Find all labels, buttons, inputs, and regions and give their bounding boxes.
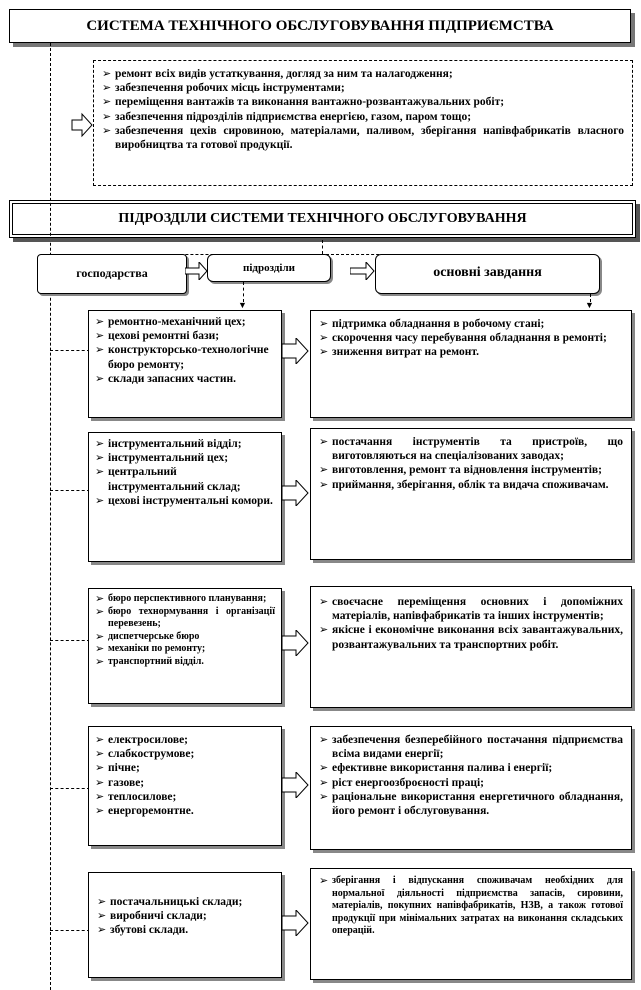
units-down-line (243, 282, 244, 302)
task-item: ➢ підтримка обладнання в робочому стані; (319, 318, 545, 330)
row-arrow-icon (282, 480, 310, 506)
row3-units-box (88, 588, 282, 704)
units-list (95, 593, 275, 668)
unit-item: ➢ теплосилове; (95, 790, 177, 803)
unit-item: ➢ склади запасних частин. (95, 372, 236, 385)
function-item: ➢ забезпечення робочих місць інструментами; (102, 82, 345, 95)
unit-item: ➢ постачальницькі склади; (97, 896, 243, 908)
tasks-list (319, 435, 623, 492)
unit-item: ➢ газове; (95, 776, 145, 789)
task-item: ➢ постачання інструментів та пристроїв, що виготовляються на спеціалізованих заводах; (319, 436, 623, 463)
units-list (95, 437, 275, 508)
unit-item: ➢ бюро перспективного планування; (95, 593, 267, 605)
row-connector (50, 640, 90, 641)
unit-item: ➢ інструментальний цех; (95, 452, 229, 465)
header-arrow-icon (185, 262, 209, 280)
unit-item: ➢ енергоремонтне. (95, 805, 194, 818)
header-tasks: основні завдання (375, 254, 600, 294)
task-item: ➢ раціональне використання енергетичного обладнання, його ремонт і обслуговування. (319, 790, 623, 818)
unit-item: ➢ слабкострумове; (95, 748, 195, 761)
header-units: підрозділи (207, 254, 331, 282)
units-list (95, 315, 275, 386)
unit-item: ➢ збутові склади. (97, 924, 189, 937)
unit-item: ➢ цехові інструментальні комори. (95, 494, 273, 507)
main-title: СИСТЕМА ТЕХНІЧНОГО ОБСЛУГОВУВАННЯ ПІДПРИЄМСТВА (86, 18, 554, 34)
row1-units-box (88, 310, 282, 418)
task-item: ➢ виготовлення, ремонт та відновлення інструментів; (319, 464, 602, 477)
row-connector (50, 788, 90, 789)
subdivisions-title-box (9, 200, 636, 238)
task-item: ➢ зниження витрат на ремонт. (319, 346, 479, 359)
unit-item: ➢ цехові ремонтні бази; (95, 330, 220, 343)
unit-item: ➢ ремонтно-механічний цех; (95, 316, 246, 328)
left-spine (50, 43, 51, 990)
main-title-box (9, 9, 631, 43)
row-connector (50, 350, 90, 351)
row5-tasks-box (310, 868, 632, 980)
row-connector (50, 930, 90, 931)
row2-tasks-box (310, 428, 632, 560)
tasks-list (319, 317, 623, 360)
unit-item: ➢ диспетчерське бюро (95, 630, 200, 643)
unit-item: ➢ транспортний відділ. (95, 655, 204, 668)
row-arrow-icon (282, 338, 310, 364)
task-item: ➢ своєчасне переміщення основних і допоміжних матеріалів, напівфабрикатів та інших інструментів; (319, 596, 623, 623)
functions-list (102, 67, 624, 152)
task-item: ➢ якісне і економічне виконання всіх завантажувальних, розвантажувальних та транспортних робіт. (319, 624, 623, 651)
subdivisions-title: ПІДРОЗДІЛИ СИСТЕМИ ТЕХНІЧНОГО ОБСЛУГОВУВАННЯ (118, 211, 527, 226)
header-households: господарства (37, 254, 187, 294)
tasks-list (319, 733, 623, 818)
task-item: ➢ скорочення часу перебування обладнання в ремонті; (319, 332, 607, 345)
units-list (95, 733, 275, 818)
unit-item: ➢ інструментальний відділ; (95, 438, 242, 450)
row2-units-box (88, 432, 282, 562)
row-connector (50, 490, 90, 491)
function-item: ➢ ремонт всіх видів устаткування, догляд за ним та налагодження; (102, 68, 453, 80)
header-arrow-icon (350, 262, 376, 280)
unit-item: ➢ центральний інструментальний склад; (95, 466, 241, 493)
row4-tasks-box (310, 726, 632, 850)
tasks-list (319, 875, 623, 938)
unit-item: ➢ бюро технормування і організації перевезень; (95, 605, 275, 629)
row-arrow-icon (282, 910, 310, 936)
unit-item: ➢ електросилове; (95, 734, 189, 746)
down-arrow-icon: ▼ (585, 300, 594, 310)
row-arrow-icon (282, 630, 310, 656)
task-item: ➢ забезпечення безперебійного постачання підприємства всіма видами енергії; (319, 734, 623, 761)
row1-tasks-box (310, 310, 632, 418)
task-item: ➢ ріст енергоозброєності праці; (319, 776, 484, 789)
task-item: ➢ ефективне використання палива і енергії; (319, 762, 553, 775)
functions-box (93, 60, 633, 186)
row-arrow-icon (282, 772, 310, 798)
function-item: ➢ переміщення вантажів та виконання вантажно-розвантажувальних робіт; (102, 96, 505, 109)
functions-arrow-icon (70, 112, 94, 138)
function-item: ➢ забезпечення цехів сировиною, матеріалами, паливом, зберігання напівфабрикатів власного виробництва та готової продукції. (102, 124, 624, 152)
unit-item: ➢ конструкторсько-технологічне бюро ремонту; (95, 344, 269, 371)
task-item: ➢ зберігання і відпускання споживачам необхідних для нормальної діяльності підприємства запасів, сировини, матеріалів, покупних напівфабрикатів, НЗВ, а також готової продукції при мінімальних затратах на виконання складських операцій. (319, 875, 623, 936)
down-arrow-icon: ▼ (238, 300, 247, 310)
row4-units-box (88, 726, 282, 846)
row5-units-box (88, 872, 282, 978)
units-list (97, 895, 273, 938)
unit-item: ➢ пічне; (95, 762, 140, 775)
tasks-list (319, 595, 623, 652)
task-item: ➢ приймання, зберігання, облік та видача споживачам. (319, 478, 609, 491)
header-connector (322, 240, 323, 254)
unit-item: ➢ механіки по ремонту; (95, 643, 206, 655)
unit-item: ➢ виробничі склади; (97, 910, 207, 923)
row3-tasks-box (310, 586, 632, 708)
function-item: ➢ забезпечення підрозділів підприємства енергією, газом, паром тощо; (102, 110, 472, 123)
